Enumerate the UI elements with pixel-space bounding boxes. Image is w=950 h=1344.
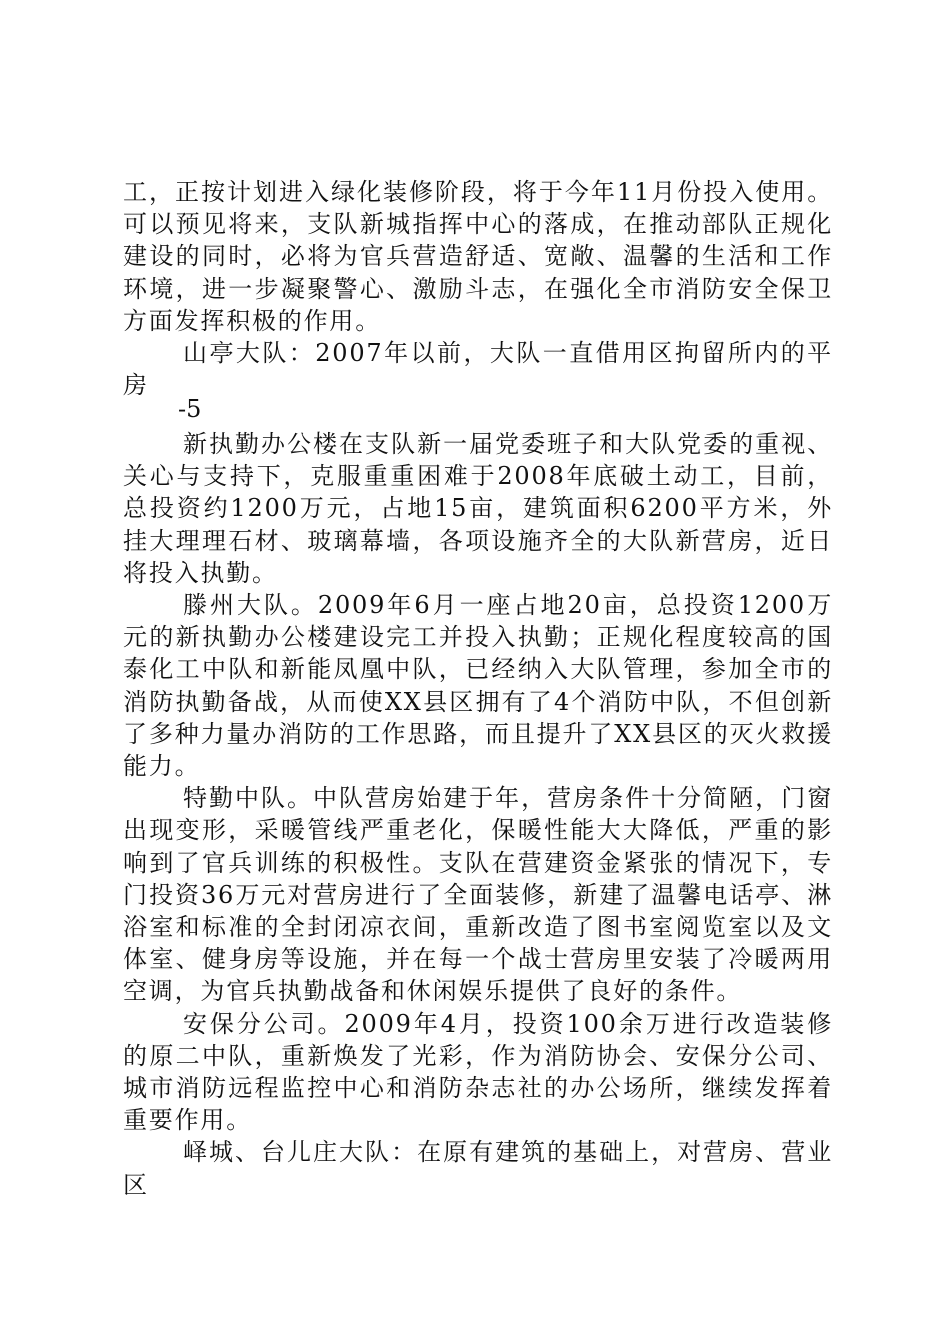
paragraph-security-branch: 安保分公司。2009年4月，投资100余万进行改造装修的原二中队，重新焕发了光彩，作为消防协会、安保分公司、城市消防远程监控中心和消防杂志社的办公场所，继续发挥着重要作用。 [123,1009,833,1135]
top-text-block [123,176,833,401]
paragraph-yicheng-taierzhuang: 峄城、台儿庄大队：在原有建筑的基础上，对营房、营业区 [123,1138,833,1199]
paragraph-special-service-squadron: 特勤中队。中队营房始建于年，营房条件十分简陋，门窗出现变形，采暖管线严重老化，保暖性能大大降低，严重的影响到了官兵训练的积极性。支队在营建资金紧张的情况下，专门投资36万元对营房进行了全面装修，新建了温馨电话亭、淋浴室和标准的全封闭凉衣间，重新改造了图书室阅览室以及文体室、健身房等设施，并在每一个战士营房里安装了冷暖两用空调，为官兵执勤战备和休闲娱乐提供了良好的条件。 [123,784,833,1006]
paragraph-tengzhou-brigade: 滕州大队。2009年6月一座占地20亩，总投资1200万元的新执勤办公楼建设完工并投入执勤；正规化程度较高的国泰化工中队和新能凤凰中队，已经纳入大队管理，参加全市的消防执勤备战，从而使XX县区拥有了4个消防中队，不但创新了多种力量办消防的工作思路，而且提升了XX县区的灭火救援能力。 [123,591,833,781]
paragraph-shanting-brigade: 山亭大队：2007年以前，大队一直借用区拘留所内的平房 [123,339,833,400]
page-number: -5 [178,395,202,423]
bottom-text-block [123,428,833,1201]
paragraph-continuation: 工，正按计划进入绿化装修阶段，将于今年11月份投入使用。可以预见将来，支队新城指挥中心的落成，在推动部队正规化建设的同时，必将为官兵营造舒适、宽敞、温馨的生活和工作环境，进一步凝聚警心、激励斗志，在强化全市消防安全保卫方面发挥积极的作用。 [123,178,833,335]
paragraph-new-office-building: 新执勤办公楼在支队新一届党委班子和大队党委的重视、关心与支持下，克服重重困难于2008年底破土动工，目前，总投资约1200万元，占地15亩，建筑面积6200平方米，外挂大理理石材、玻璃幕墙，各项设施齐全的大队新营房，近日将投入执勤。 [123,430,833,587]
